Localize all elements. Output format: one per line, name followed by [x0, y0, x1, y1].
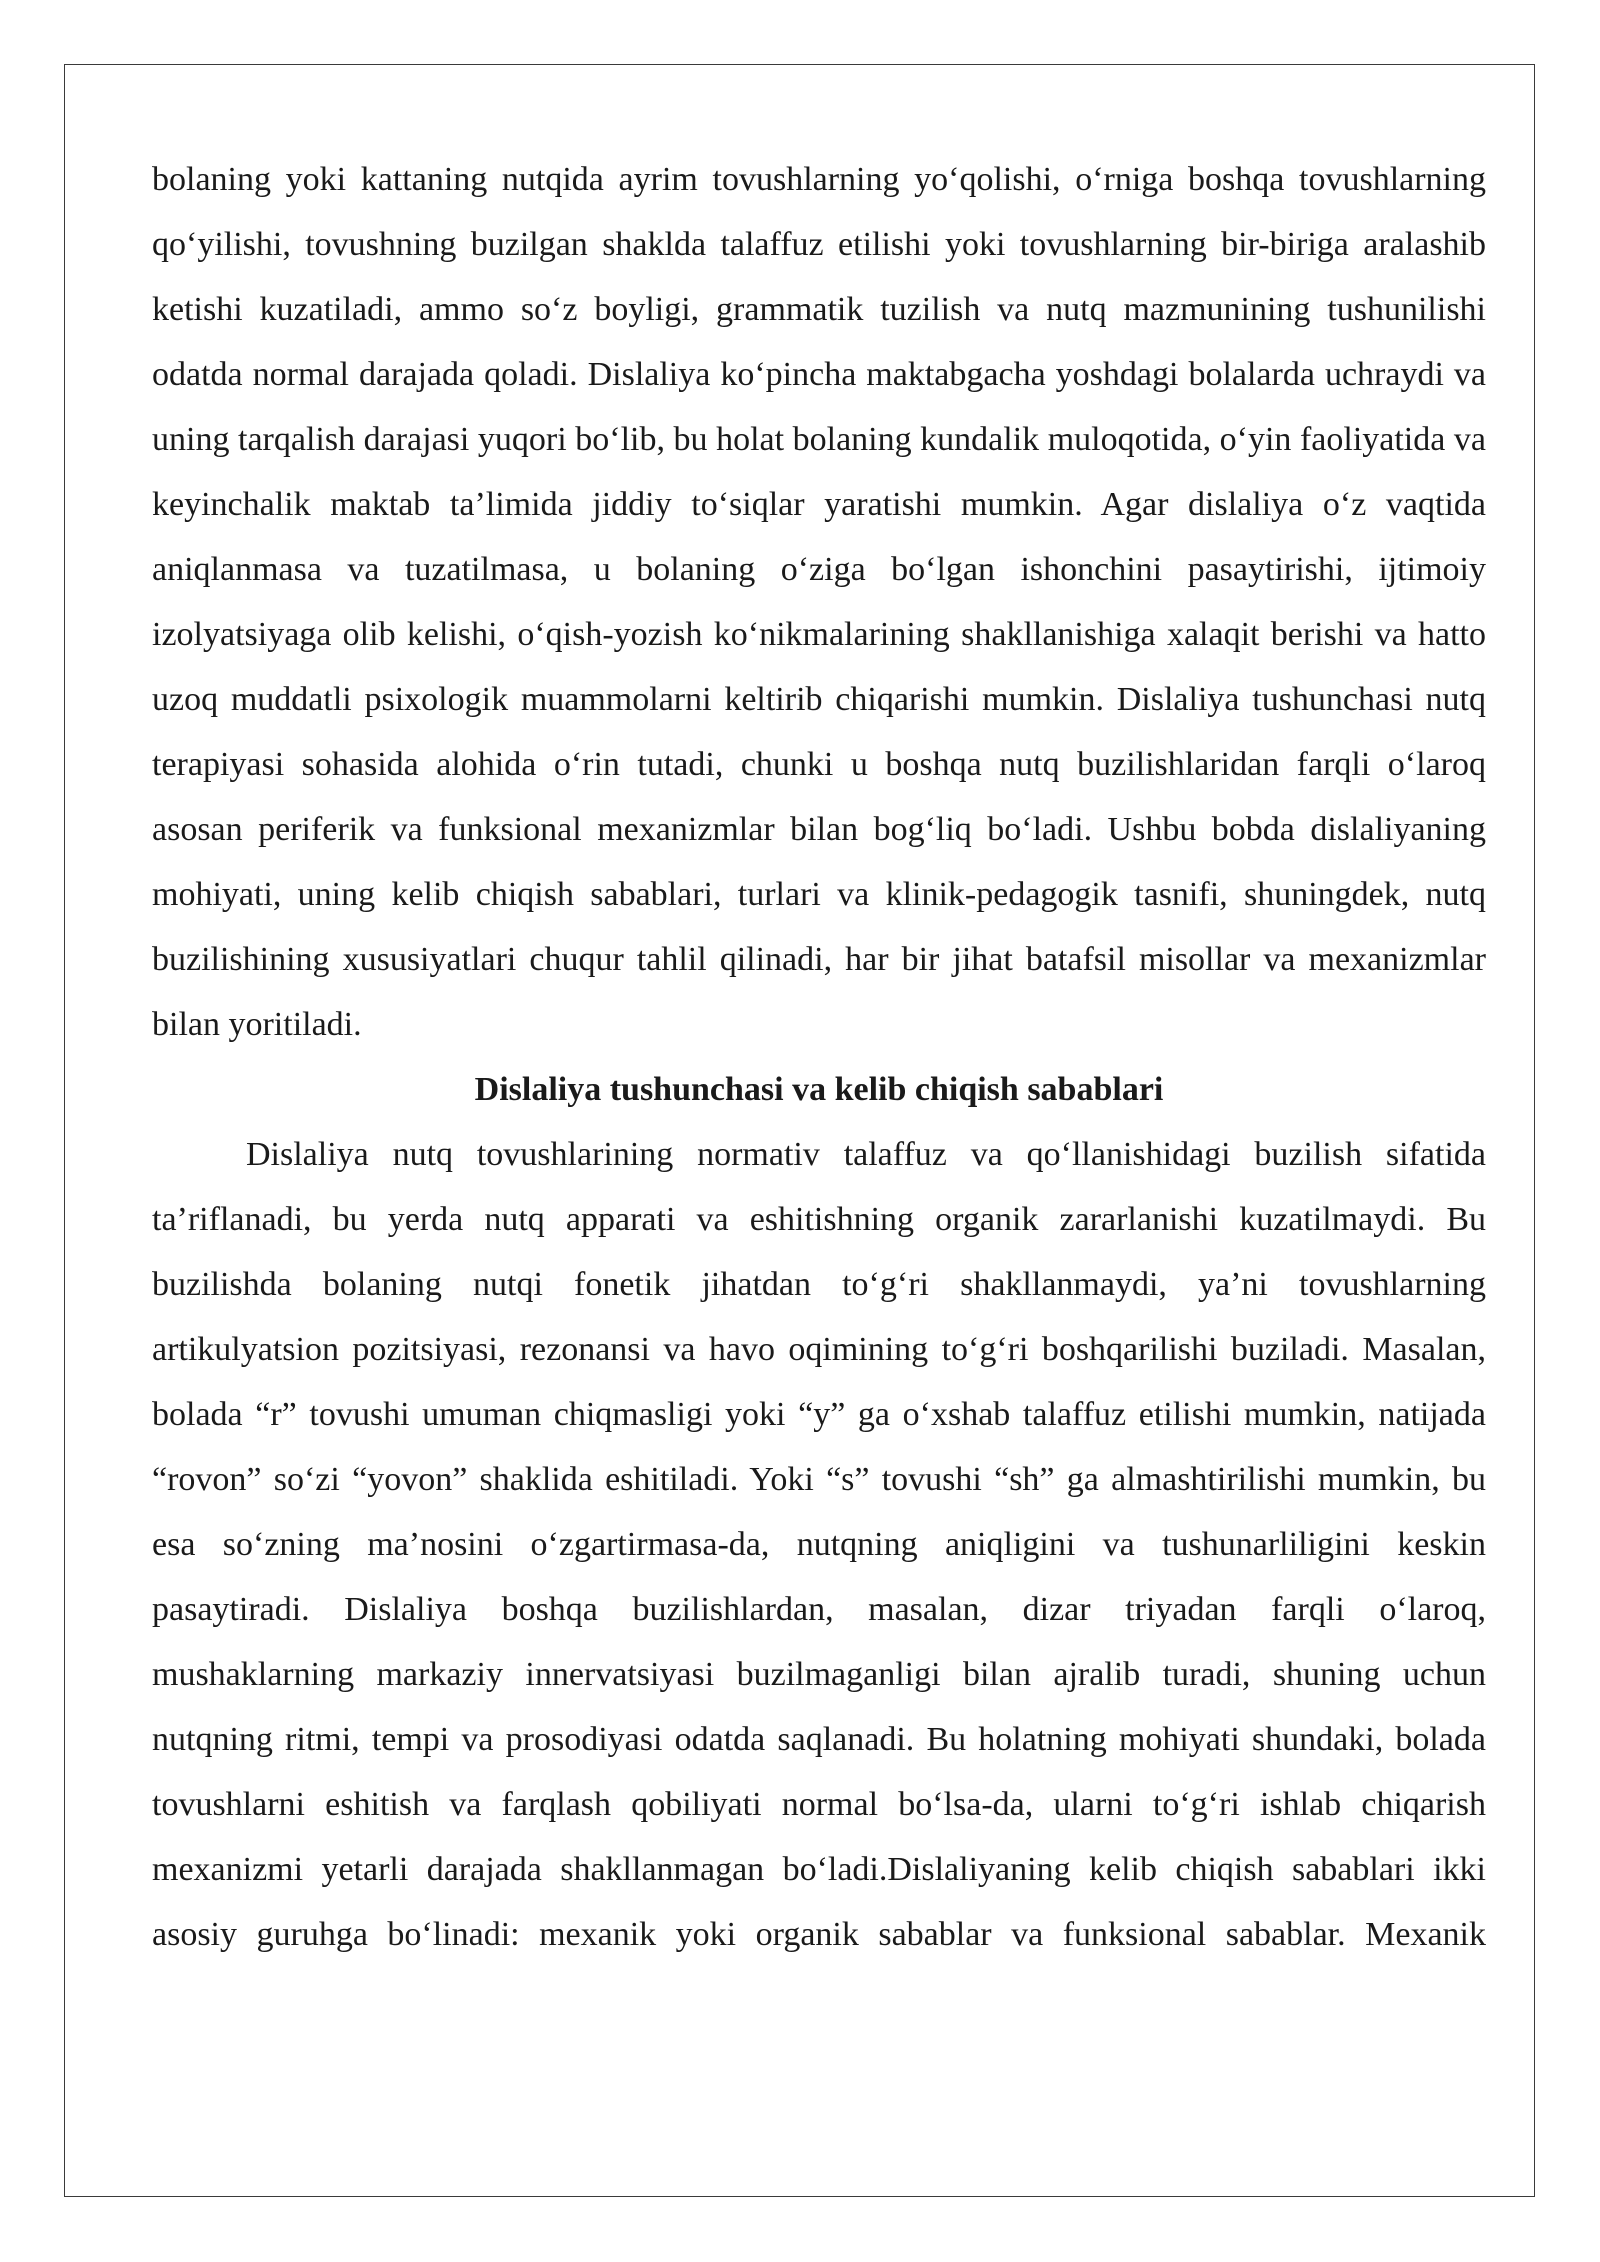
document-body — [152, 147, 1486, 1967]
paragraph-definition: Dislaliya nutq tovushlarining normativ talaffuz va qo‘llanishidagi buzilish sifatida ta’riflanadi, bu yerda nutq apparati va eshitishning organik zararlanishi kuzatilmaydi. Bu buzilishda bolaning nutqi fonetik jihatdan to‘g‘ri shakllanmaydi, ya’ni tovushlarning artikulyatsion pozitsiyasi, rezonansi va havo oqimining to‘g‘ri boshqarilishi buziladi. Masalan, bolada “r” tovushi umuman chiqmasligi yoki “y” ga o‘xshab talaffuz etilishi mumkin, natijada “rovon” so‘zi “yovon” shaklida eshitiladi. Yoki “s” tovushi “sh” ga almashtirilishi mumkin, bu esa so‘zning ma’nosini o‘zgartirmasa-da, nutqning aniqligini va tushunarliligini keskin pasaytiradi. Dislaliya boshqa buzilishlardan, masalan, dizar triyadan farqli o‘laroq, mushaklarning markaziy innervatsiyasi buzilmaganligi bilan ajralib turadi, shuning uchun nutqning ritmi, tempi va prosodiyasi odatda saqlanadi. Bu holatning mohiyati shundaki, bolada tovushlarni eshitish va farqlash qobiliyati normal bo‘lsa-da, ularni to‘g‘ri ishlab chiqarish mexanizmi yetarli darajada shakllanmagan bo‘ladi.Dislaliyaning kelib chiqish sabablari ikki asosiy guruhga bo‘linadi: mexanik yoki organik sabablar va funksional sabablar. Mexanik — [152, 1136, 1486, 1953]
section-heading: Dislaliya tushunchasi va kelib chiqish sabablari — [474, 1071, 1164, 1108]
paragraph-intro: bolaning yoki kattaning nutqida ayrim tovushlarning yo‘qolishi, o‘rniga boshqa tovushlarning qo‘yilishi, tovushning buzilgan shaklda talaffuz etilishi yoki tovushlarning bir-biriga aralashib ketishi kuzatiladi, ammo so‘z boyligi, grammatik tuzilish va nutq mazmunining tushunilishi odatda normal darajada qoladi. Dislaliya ko‘pincha maktabgacha yoshdagi bolalarda uchraydi va uning tarqalish darajasi yuqori bo‘lib, bu holat bolaning kundalik muloqotida, o‘yin faoliyatida va keyinchalik maktab ta’limida jiddiy to‘siqlar yaratishi mumkin. Agar dislaliya o‘z vaqtida aniqlanmasa va tuzatilmasa, u bolaning o‘ziga bo‘lgan ishonchini pasaytirishi, ijtimoiy izolyatsiyaga olib kelishi, o‘qish-yozish ko‘nikmalarining shakllanishiga xalaqit berishi va hatto uzoq muddatli psixologik muammolarni keltirib chiqarishi mumkin. Dislaliya tushunchasi nutq terapiyasi sohasida alohida o‘rin tutadi, chunki u boshqa nutq buzilishlaridan farqli o‘laroq asosan periferik va funksional mexanizmlar bilan bog‘liq bo‘ladi. Ushbu bobda dislaliyaning mohiyati, uning kelib chiqish sabablari, turlari va klinik-pedagogik tasnifi, shuningdek, nutq buzilishining xususiyatlari chuqur tahlil qilinadi, har bir jihat batafsil misollar va mexanizmlar bilan yoritiladi. — [152, 161, 1486, 1043]
